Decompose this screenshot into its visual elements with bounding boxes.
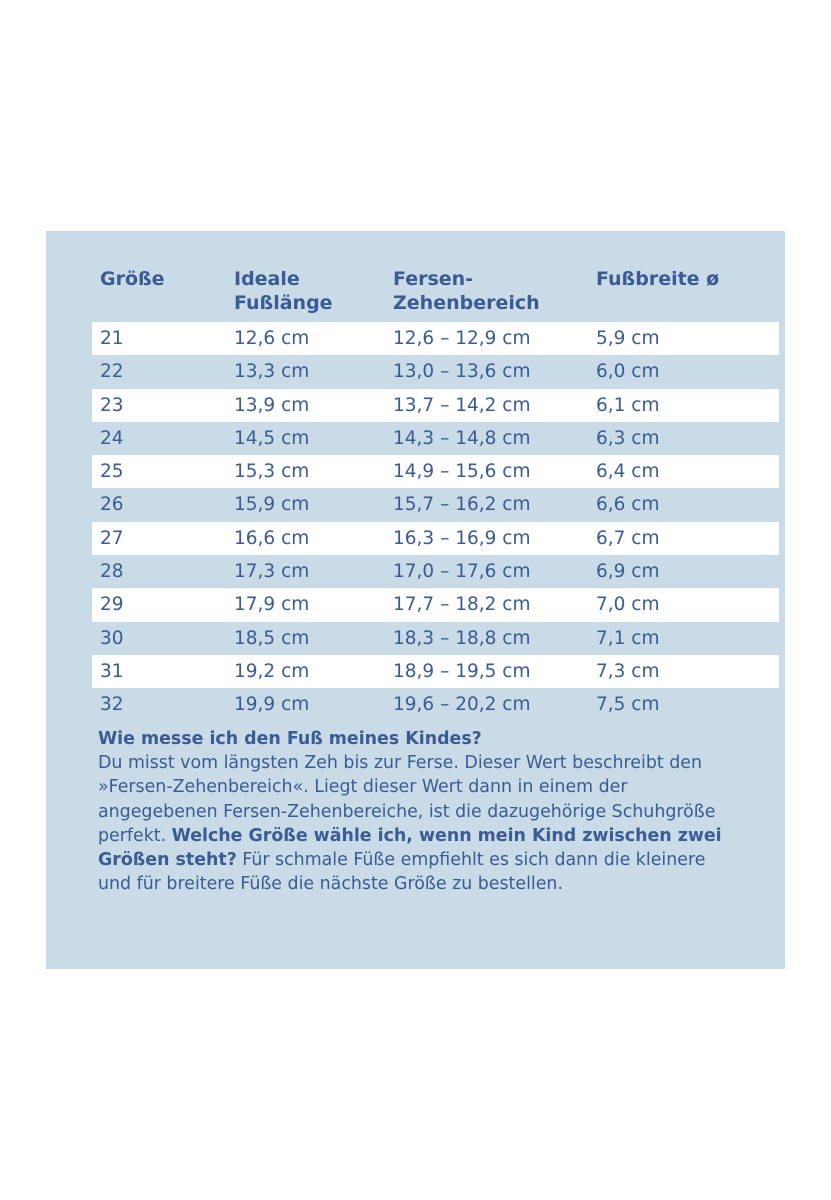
header-ideal-foot-length: Ideale Fußlänge (234, 268, 333, 314)
cell-size: 31 (100, 660, 124, 682)
cell-foot-width: 6,7 cm (596, 527, 660, 549)
cell-size: 30 (100, 627, 124, 649)
cell-size: 28 (100, 561, 124, 583)
cell-size: 27 (100, 527, 124, 549)
table-row (92, 355, 779, 388)
cell-ideal-length: 13,3 cm (234, 361, 310, 383)
table-row (92, 488, 779, 521)
note-question: Welche Größe wähle ich, wenn mein Kind zwischen zwei Größen steht? (98, 825, 722, 871)
header-size: Größe (100, 268, 165, 290)
cell-size: 22 (100, 361, 124, 383)
cell-ideal-length: 19,9 cm (234, 694, 310, 716)
table-row (92, 588, 779, 621)
cell-ideal-length: 17,9 cm (234, 594, 310, 616)
cell-ideal-length: 15,9 cm (234, 494, 310, 516)
cell-heel-toe-range: 17,0 – 17,6 cm (393, 561, 531, 583)
table-header (46, 267, 785, 323)
note-paragraph (98, 751, 738, 896)
table-row (92, 655, 779, 688)
cell-heel-toe-range: 17,7 – 18,2 cm (393, 594, 531, 616)
size-table-body (92, 322, 779, 722)
cell-heel-toe-range: 18,9 – 19,5 cm (393, 660, 531, 682)
cell-foot-width: 6,6 cm (596, 494, 660, 516)
cell-heel-toe-range: 15,7 – 16,2 cm (393, 494, 531, 516)
note-heading: Wie messe ich den Fuß meines Kindes? (98, 729, 482, 749)
note-text-2: Für schmale Füße empfiehlt es sich dann die kleinere und für breitere Füße die nächste Größe zu bestellen. (98, 850, 706, 895)
cell-foot-width: 6,1 cm (596, 394, 660, 416)
table-row (92, 522, 779, 555)
table-row (92, 688, 779, 721)
cell-foot-width: 7,3 cm (596, 660, 660, 682)
cell-heel-toe-range: 13,7 – 14,2 cm (393, 394, 531, 416)
cell-foot-width: 6,9 cm (596, 561, 660, 583)
cell-size: 26 (100, 494, 124, 516)
cell-ideal-length: 16,6 cm (234, 527, 310, 549)
cell-foot-width: 5,9 cm (596, 328, 660, 349)
measurement-note (98, 727, 738, 896)
cell-heel-toe-range: 16,3 – 16,9 cm (393, 527, 531, 549)
table-row (92, 622, 779, 655)
cell-size: 24 (100, 427, 124, 449)
cell-foot-width: 6,0 cm (596, 361, 660, 383)
table-row (92, 389, 779, 422)
cell-heel-toe-range: 19,6 – 20,2 cm (393, 694, 531, 716)
cell-foot-width: 6,4 cm (596, 461, 660, 483)
table-row (92, 555, 779, 588)
cell-foot-width: 7,5 cm (596, 694, 660, 716)
header-heel-toe-range: Fersen- Zehenbereich (393, 268, 540, 314)
cell-ideal-length: 19,2 cm (234, 660, 310, 682)
cell-ideal-length: 17,3 cm (234, 561, 310, 583)
cell-heel-toe-range: 13,0 – 13,6 cm (393, 361, 531, 383)
cell-heel-toe-range: 12,6 – 12,9 cm (393, 328, 531, 349)
cell-heel-toe-range: 18,3 – 18,8 cm (393, 627, 531, 649)
size-chart-panel (46, 231, 785, 969)
cell-size: 32 (100, 694, 124, 716)
cell-size: 21 (100, 328, 124, 349)
cell-ideal-length: 14,5 cm (234, 427, 310, 449)
cell-foot-width: 7,0 cm (596, 594, 660, 616)
cell-size: 23 (100, 394, 124, 416)
cell-heel-toe-range: 14,3 – 14,8 cm (393, 427, 531, 449)
cell-heel-toe-range: 14,9 – 15,6 cm (393, 461, 531, 483)
cell-ideal-length: 15,3 cm (234, 461, 310, 483)
cell-size: 29 (100, 594, 124, 616)
header-foot-width: Fußbreite ø (596, 268, 720, 290)
cell-ideal-length: 18,5 cm (234, 627, 310, 649)
note-text-1: Du misst vom längsten Zeh bis zur Ferse. Dieser Wert beschreibt den »Fersen-Zehenbereich«. Liegt dieser Wert dann in einem der angegebenen Fersen-Zehenbereiche, ist die dazugehörige Schuhgröße perfekt. (98, 753, 716, 846)
table-row (92, 422, 779, 455)
cell-ideal-length: 12,6 cm (234, 328, 310, 349)
cell-size: 25 (100, 461, 124, 483)
cell-foot-width: 6,3 cm (596, 427, 660, 449)
table-row (92, 322, 779, 355)
cell-foot-width: 7,1 cm (596, 627, 660, 649)
table-row (92, 455, 779, 488)
cell-ideal-length: 13,9 cm (234, 394, 310, 416)
